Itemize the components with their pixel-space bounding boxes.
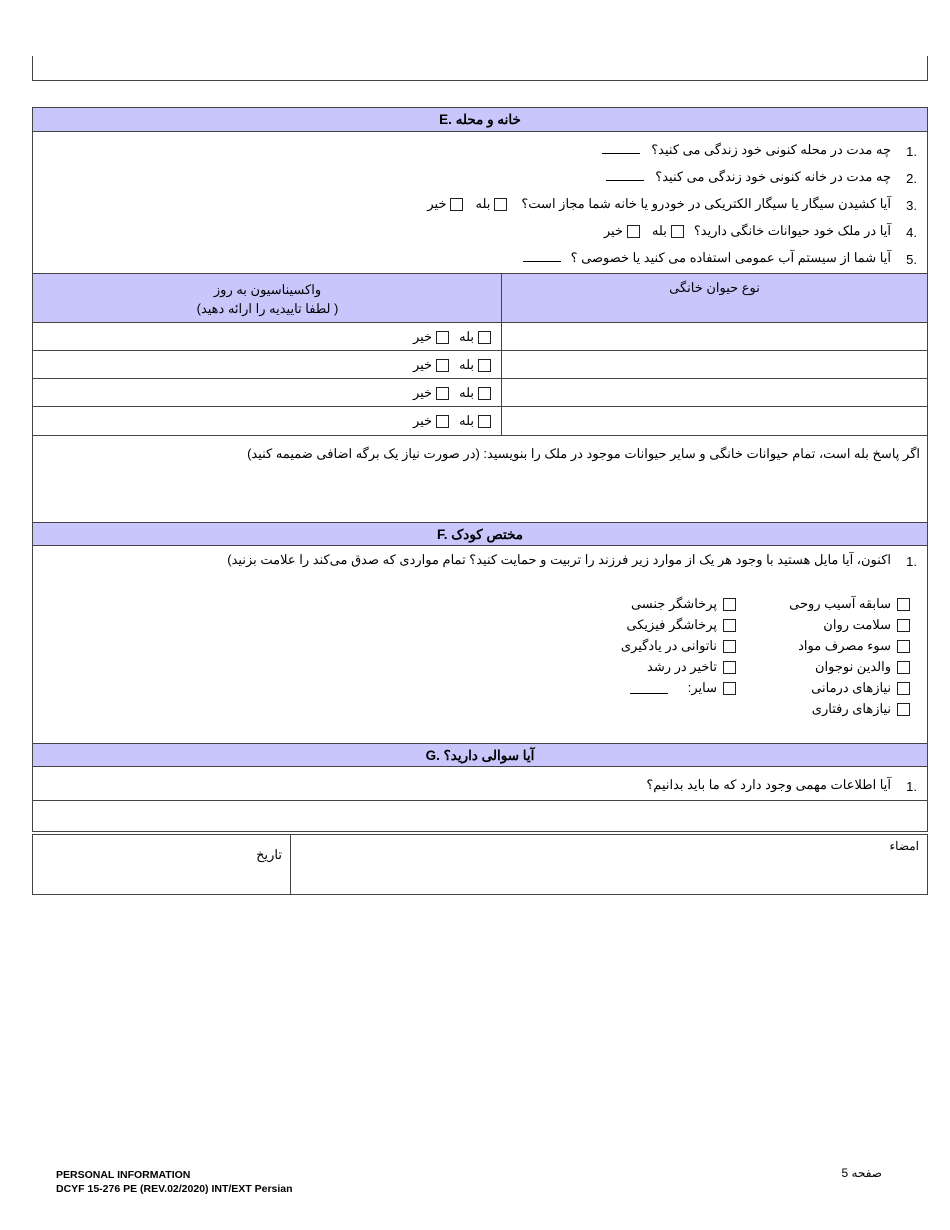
condition-item (815, 659, 910, 675)
vaccine-no-checkbox[interactable] (436, 331, 449, 344)
condition-label: سوء مصرف مواد (798, 638, 891, 653)
footer-line2: DCYF 15-276 PE (REV.02/2020) INT/EXT Persian (56, 1183, 293, 1195)
vaccine-yes-no (413, 329, 491, 345)
smoking-no-checkbox[interactable] (450, 198, 463, 211)
section-e-title-text: E. خانه و محله (439, 112, 521, 127)
pet-type-header-text: نوع حیوان خانگی (669, 280, 760, 295)
yes-label: بله (459, 385, 474, 400)
smoking-yes-checkbox[interactable] (494, 198, 507, 211)
date-field[interactable] (33, 835, 290, 894)
vaccine-yes-no (413, 385, 491, 401)
footer-form-id (56, 1183, 293, 1195)
section-f-q1-text: اکنون، آیا مایل هستید با وجود هر یک از موارد زیر فرزند را تربیت و حمایت کنید؟ تمام مواردی که صدق می‌کند را علامت بزنید) (227, 552, 891, 567)
vaccine-header-line2: ( لطفا تاییدیه را ارائه دهید) (196, 301, 339, 316)
signature-label: امضاء (889, 839, 919, 853)
vaccine-no-checkbox[interactable] (436, 387, 449, 400)
condition-item (798, 638, 910, 654)
vaccine-yes-checkbox[interactable] (478, 387, 491, 400)
condition-checkbox[interactable] (897, 619, 910, 632)
condition-item (626, 617, 736, 633)
date-label: تاریخ (256, 847, 282, 862)
condition-item (811, 680, 910, 696)
condition-checkbox[interactable] (897, 598, 910, 611)
yes-label: بله (651, 223, 667, 238)
table-row (33, 379, 927, 407)
condition-label: سایر: (687, 680, 717, 695)
condition-checkbox[interactable] (897, 640, 910, 653)
table-row (33, 351, 927, 379)
yes-label: بله (459, 413, 474, 428)
condition-label: تاخیر در رشد (647, 659, 717, 674)
question-3 (427, 196, 891, 212)
no-label: خیر (412, 357, 433, 372)
condition-label: پرخاشگر فیزیکی (626, 617, 717, 632)
condition-item (631, 596, 736, 612)
condition-checkbox[interactable] (723, 598, 736, 611)
no-label: خیر (427, 196, 447, 211)
question-2-text: چه مدت در خانه کنونی خود زندگی می کنید؟ (655, 169, 891, 184)
water-system-field[interactable] (523, 251, 561, 262)
condition-checkbox[interactable] (897, 661, 910, 674)
yes-label: بله (459, 329, 474, 344)
signature-field[interactable] (291, 835, 927, 894)
vaccine-yes-checkbox[interactable] (478, 331, 491, 344)
section-g-title (33, 743, 927, 767)
section-g-title-text: G. آیا سوالی دارید؟ (425, 748, 535, 763)
question-number: 1. (906, 779, 917, 794)
condition-item (647, 659, 736, 675)
footer-line1: PERSONAL INFORMATION (56, 1169, 191, 1181)
page-number-value: 5 (841, 1166, 849, 1180)
pets-table (33, 273, 927, 437)
condition-item (621, 638, 736, 654)
question-4-text: آیا در ملک خود حیوانات خانگی دارید؟ (693, 223, 891, 238)
question-number: 1. (906, 144, 917, 159)
pet-type-header (502, 280, 927, 296)
duration-home-field[interactable] (606, 170, 644, 181)
section-f-title-text: F. مختص کودک (436, 527, 524, 542)
condition-label: والدین نوجوان (814, 659, 891, 674)
vaccine-yes-no (413, 413, 491, 429)
pets-note-text: اگر پاسخ بله است، تمام حیوانات خانگی و سایر حیوانات موجود در ملک را بنویسید: (در صورت نیاز یک برگه اضافی ضمیمه کنید) (247, 446, 920, 461)
section-f-q1 (33, 546, 927, 576)
section-g-q1 (33, 768, 927, 798)
question-1-text: چه مدت در محله کنونی خود زندگی می کنید؟ (651, 142, 891, 157)
pets-yes-checkbox[interactable] (671, 225, 684, 238)
vaccine-yes-checkbox[interactable] (478, 359, 491, 372)
question-number: 4. (906, 225, 917, 240)
yes-label: بله (475, 196, 491, 211)
condition-label: نیازهای رفتاری (811, 701, 891, 716)
condition-label: نیازهای درمانی (811, 680, 891, 695)
footer-personal-info (56, 1169, 190, 1181)
question-5 (523, 250, 891, 266)
section-g-q1-text: آیا اطلاعات مهمی وجود دارد که ما باید بدانیم؟ (646, 777, 891, 792)
other-field[interactable] (630, 683, 668, 694)
condition-checkbox[interactable] (897, 703, 910, 716)
table-row (33, 407, 927, 436)
condition-item (823, 617, 910, 633)
pets-note (40, 446, 920, 462)
condition-item (812, 701, 910, 717)
question-number: 2. (906, 171, 917, 186)
condition-checkbox[interactable] (723, 640, 736, 653)
yes-label: بله (459, 357, 474, 372)
question-5-text: آیا شما از سیستم آب عمومی استفاده می کنید یا خصوصی ؟ (570, 250, 891, 265)
question-number: 5. (906, 252, 917, 267)
no-label: خیر (412, 385, 433, 400)
no-label: خیر (603, 223, 623, 238)
condition-item (630, 680, 736, 696)
question-2 (606, 169, 891, 185)
question-number: 3. (906, 198, 917, 213)
condition-checkbox[interactable] (897, 682, 910, 695)
vaccine-header (33, 280, 502, 318)
question-3-text: آیا کشیدن سیگار یا سیگار الکتریکی در خودرو یا خانه شما مجاز است؟ (521, 196, 891, 211)
section-e-title (33, 108, 927, 132)
page-number (820, 1166, 882, 1180)
condition-label: سلامت روان (823, 617, 891, 632)
duration-neighborhood-field[interactable] (602, 143, 640, 154)
no-label: خیر (412, 413, 433, 428)
page-label: صفحه (851, 1166, 882, 1180)
question-4 (604, 223, 891, 239)
condition-label: ناتوانی در یادگیری (620, 638, 717, 653)
condition-label: سابقه آسیب روحی (789, 596, 891, 611)
question-number: 1. (906, 554, 917, 569)
condition-checkbox[interactable] (723, 619, 736, 632)
table-row (33, 323, 927, 351)
top-box-remnant (32, 56, 928, 81)
condition-label: پرخاشگر جنسی (630, 596, 717, 611)
vaccine-header-line1: واکسیناسیون به روز (213, 282, 322, 297)
vaccine-no-checkbox[interactable] (436, 415, 449, 428)
section-f-title (33, 523, 927, 546)
vaccine-no-checkbox[interactable] (436, 359, 449, 372)
vaccine-yes-checkbox[interactable] (478, 415, 491, 428)
conditions-left-column (560, 594, 736, 704)
section-e-questions (33, 133, 927, 273)
condition-checkbox[interactable] (723, 682, 736, 695)
pets-no-checkbox[interactable] (627, 225, 640, 238)
condition-item (789, 596, 910, 612)
no-label: خیر (412, 329, 433, 344)
answer-box[interactable] (32, 800, 928, 832)
question-1 (602, 142, 891, 158)
condition-checkbox[interactable] (723, 661, 736, 674)
vaccine-yes-no (413, 357, 491, 373)
